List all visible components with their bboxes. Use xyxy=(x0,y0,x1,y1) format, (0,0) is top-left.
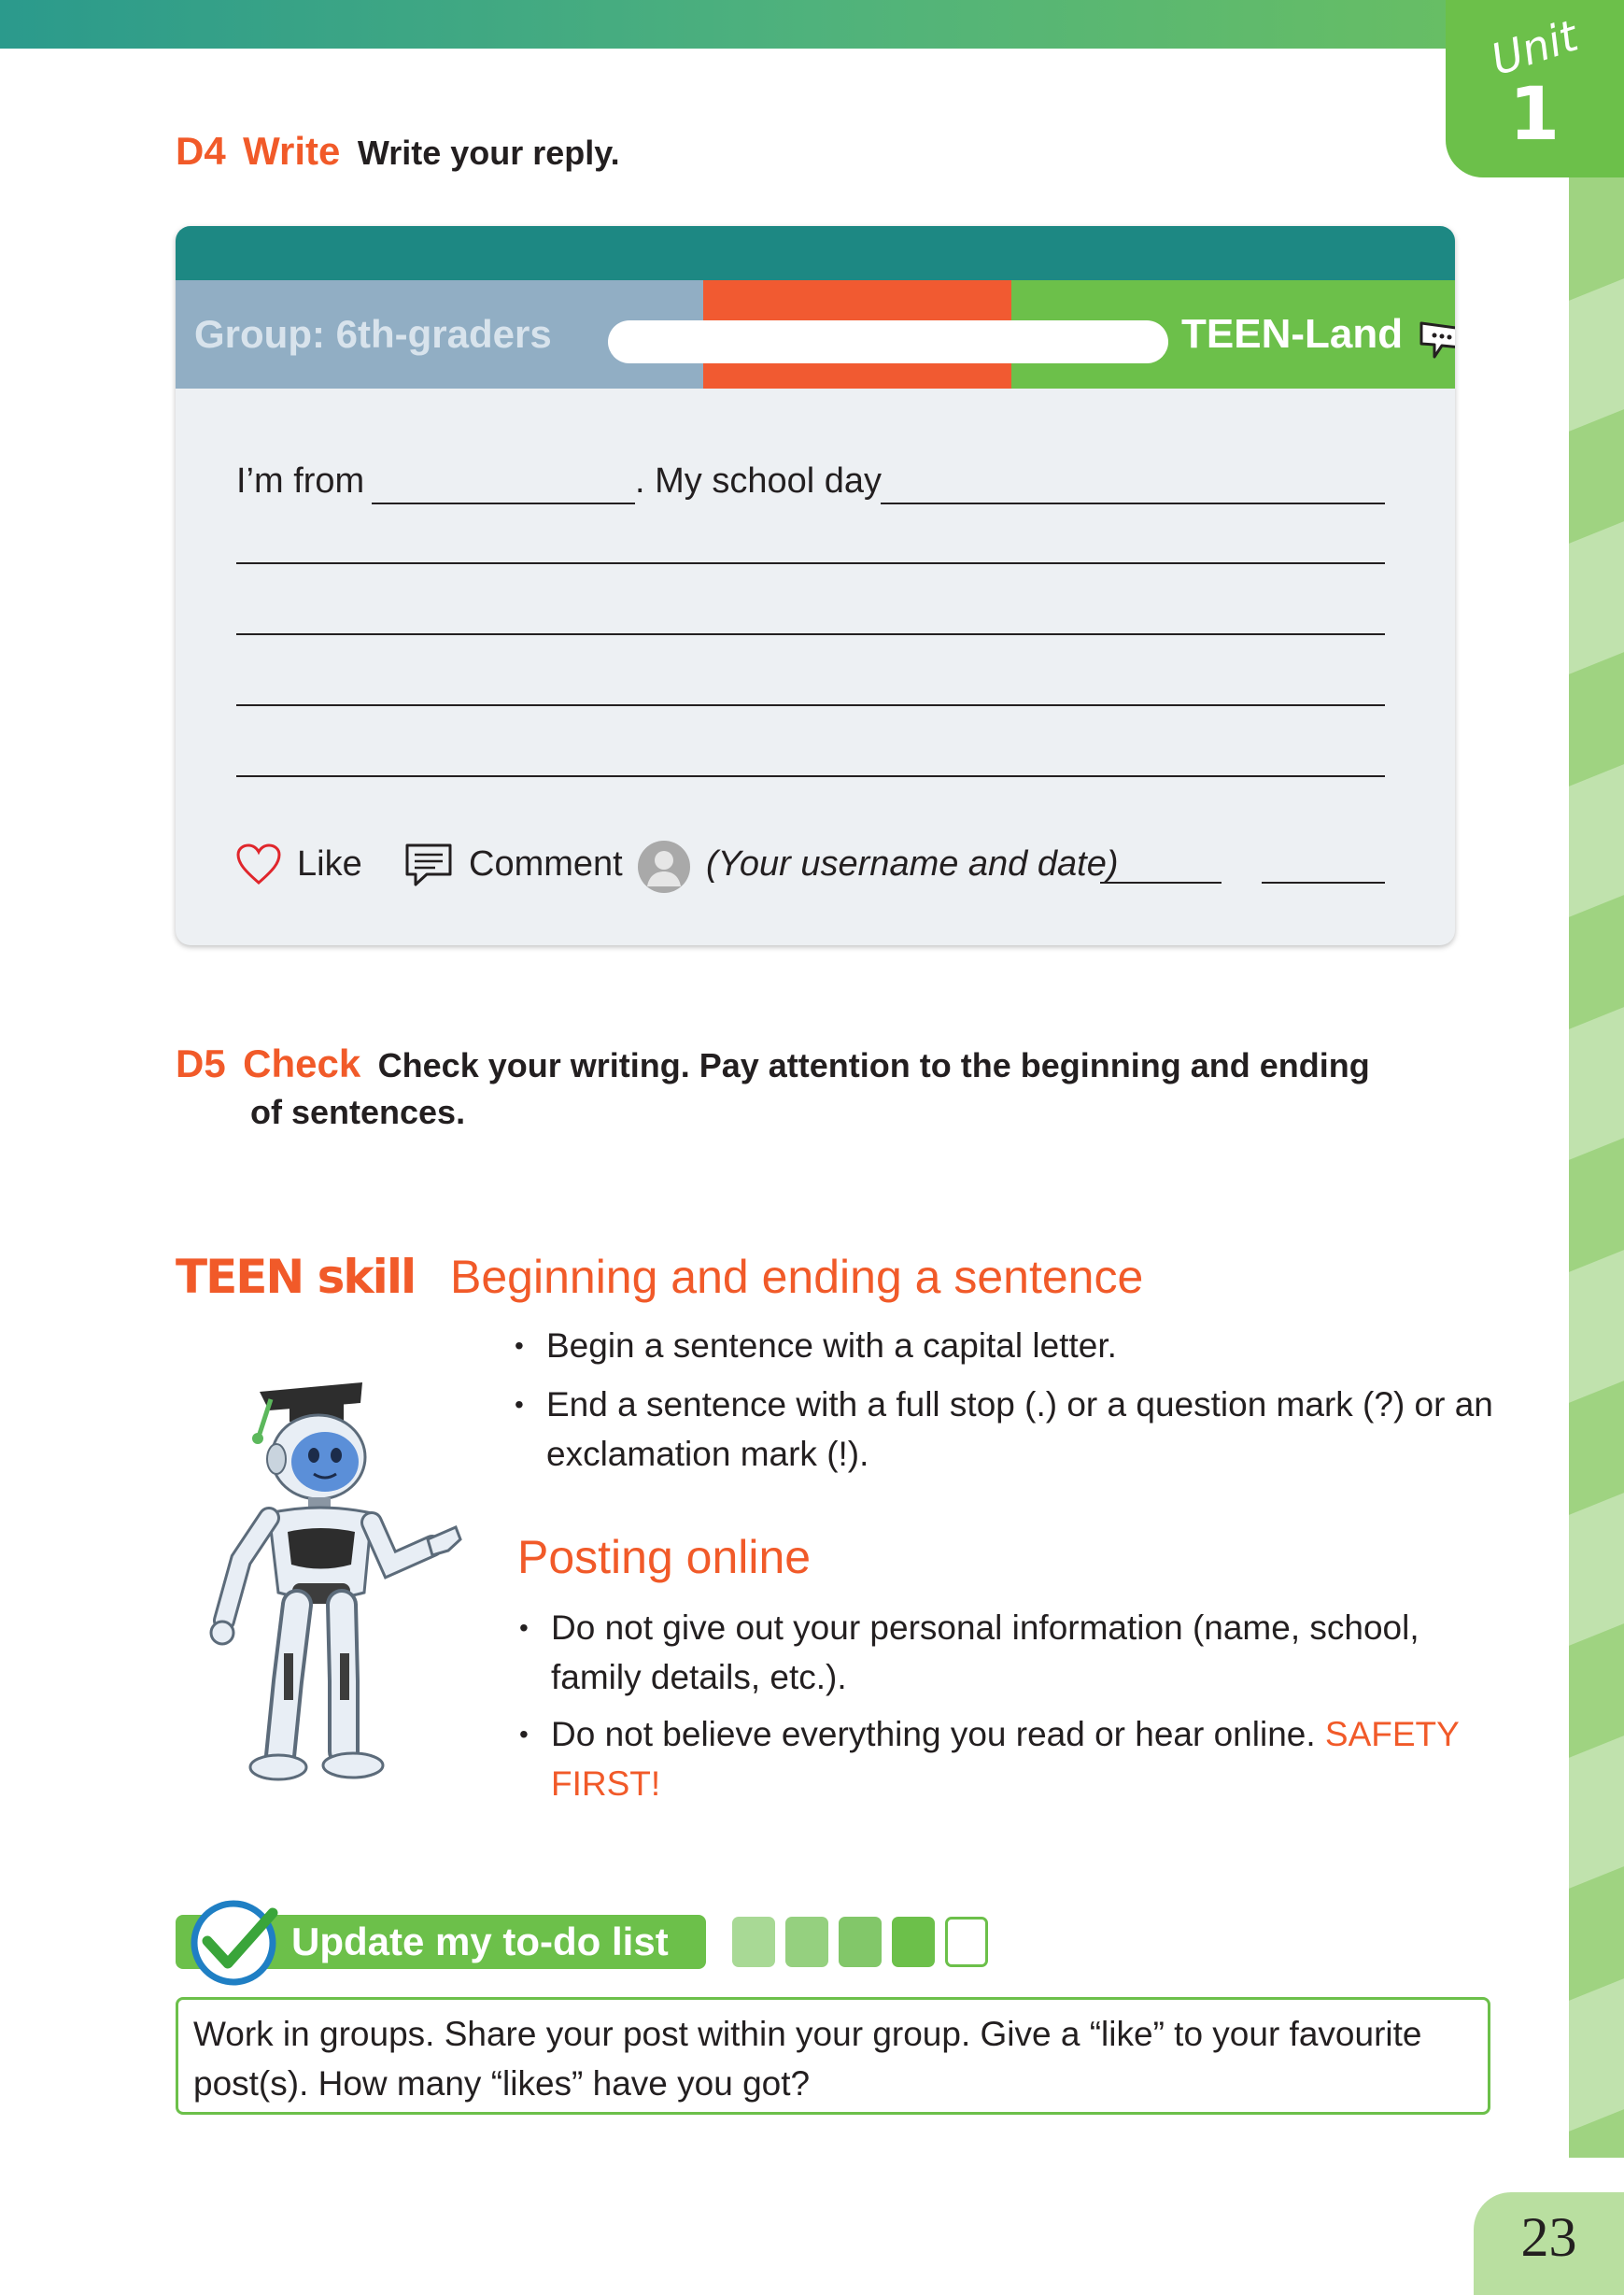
group-label: Group: 6th-graders xyxy=(194,312,552,356)
writing-line[interactable] xyxy=(236,775,1385,777)
skill-bullet-4: • Do not believe everything you read or hear online. SAFETY FIRST! xyxy=(519,1715,1460,1803)
progress-square-filled xyxy=(785,1917,828,1967)
unit-label: Unit xyxy=(1485,9,1584,86)
skill-bullet-2: • End a sentence with a full stop (.) or a question mark (?) or an exclamation mark (!). xyxy=(515,1385,1493,1473)
writing-line[interactable] xyxy=(236,562,1385,564)
post-card xyxy=(176,226,1455,945)
d4-word: Write xyxy=(243,129,341,173)
brand-label: TEEN-Land xyxy=(1181,311,1404,357)
d4-code: D4 xyxy=(176,129,226,173)
progress-square-filled xyxy=(732,1917,775,1967)
progress-square-empty xyxy=(945,1917,988,1967)
unit-tab xyxy=(1446,0,1624,177)
post-line-school-label: . My school day xyxy=(635,461,882,501)
chat-bubble-icon xyxy=(1418,319,1455,361)
todo-title: Update my to-do list xyxy=(291,1920,669,1963)
comment-icon[interactable] xyxy=(404,843,453,887)
skill-bullet-3: • Do not give out your personal information (name, school, family details, etc.). xyxy=(519,1608,1419,1696)
d5-heading xyxy=(176,1041,1370,1086)
heart-icon[interactable] xyxy=(235,843,282,885)
side-strip xyxy=(1569,177,1624,2158)
teen-skill-heading: Beginning and ending a sentence xyxy=(450,1251,1144,1303)
search-input[interactable] xyxy=(608,320,1168,363)
writing-line[interactable] xyxy=(236,704,1385,706)
comment-label[interactable]: Comment xyxy=(469,844,623,884)
writing-line[interactable] xyxy=(236,633,1385,635)
teen-skill-label: TEEN skill xyxy=(176,1250,416,1304)
blank-date[interactable] xyxy=(1262,882,1385,884)
top-bar xyxy=(0,0,1624,49)
like-label[interactable]: Like xyxy=(297,844,362,884)
blank-school-day[interactable] xyxy=(881,503,1385,504)
blank-username[interactable] xyxy=(1100,882,1222,884)
page-number: 23 xyxy=(1474,2192,1624,2295)
todo-text: Work in groups. Share your post within your group. Give a “like” to your favourite post(s). How many “likes” have you got? xyxy=(193,2015,1422,2103)
posting-online-heading: Posting online xyxy=(517,1531,812,1583)
d5-instruction-line2: of sentences. xyxy=(250,1093,466,1131)
blank-from[interactable] xyxy=(372,503,635,504)
d5-code: D5 xyxy=(176,1041,226,1085)
d4-instruction: Write your reply. xyxy=(357,134,620,172)
post-line-from-label: I’m from xyxy=(236,461,365,501)
progress-square-filled xyxy=(839,1917,882,1967)
skill-bullet-1: • Begin a sentence with a capital letter. xyxy=(515,1326,1117,1365)
unit-number: 1 xyxy=(1508,73,1560,157)
checkmark-icon xyxy=(187,1896,280,1990)
username-hint: (Your username and date) xyxy=(706,844,1119,884)
card-header-bar xyxy=(176,226,1455,280)
d4-heading xyxy=(176,129,620,174)
d5-instruction-line1: Check your writing. Pay attention to the beginning and ending xyxy=(377,1046,1370,1084)
avatar-icon xyxy=(637,840,691,894)
d5-word: Check xyxy=(243,1041,361,1085)
progress-square-filled xyxy=(892,1917,935,1967)
robot-icon xyxy=(204,1373,465,1784)
